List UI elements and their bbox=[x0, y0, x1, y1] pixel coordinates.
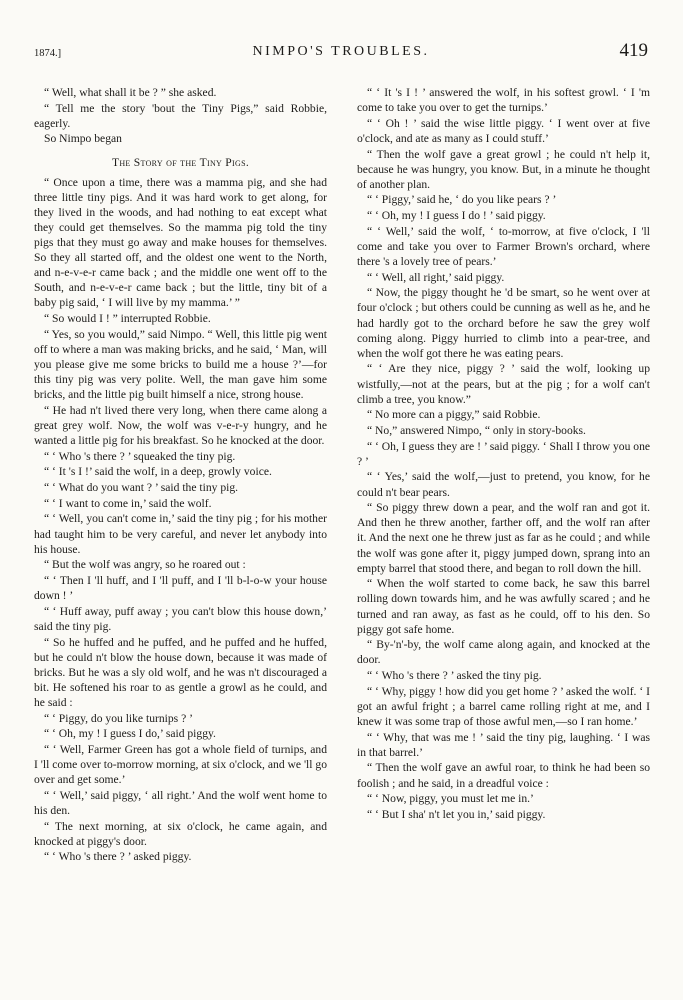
paragraph: “ ‘ Why, that was me ! ’ said the tiny pig, laughing. ‘ I was in that barrel.’ bbox=[357, 730, 650, 759]
left-column bbox=[34, 85, 327, 865]
paragraph: “ So he huffed and he puffed, and he puffed and he huffed, but he could n't blow the house down, because it was made of bricks. But he was a sly old wolf, and he was n't discouraged a bit. He softened his roar to as gentle a growl as he could, and he said : bbox=[34, 635, 327, 709]
paragraph: “ ‘ Yes,’ said the wolf,—just to pretend, you know, for he could n't bear pears. bbox=[357, 470, 650, 499]
running-header bbox=[34, 40, 648, 70]
story-heading: The Story of the Tiny Pigs. bbox=[111, 155, 250, 169]
paragraph: “ ‘ Now, piggy, you must let me in.’ bbox=[367, 792, 534, 806]
paragraph: “ Once upon a time, there was a mamma pig, and she had three little tiny pigs. And it was hard work to get along, for they lived in the woods, and had nothing to eat except what they could get themselves. So the mamma pig told the tiny pigs that they must go away and make houses for themselves. So they all started off, and the oldest one went to the North, and n-e-v-e-r came back ; and the middle one went off to the South, and n-e-v-e-r came back ; but the little, tiny bit of a baby pig said, ‘ I will live by my mamma.’ ” bbox=[34, 175, 327, 310]
paragraph: “ Now, the piggy thought he 'd be smart, so he went over at four o'clock ; but others could be cunning as well as he, and he had hardly got to the orchard before he saw the grey wolf coming along. Piggy hurried to climb into a pear-tree, and when the wolf got there he was eating pears. bbox=[357, 286, 650, 360]
paragraph: “ So piggy threw down a pear, and the wolf ran and got it. And then he threw another, farther off, and the wolf ran after it. And the next one he threw just as far as he could ; and while the wolf was gone after it, piggy jumped down, sprang into an empty barrel that stood there, and began to roll down the hill. bbox=[357, 501, 650, 575]
paragraph: “ Well, what shall it be ? ” she asked. bbox=[44, 86, 217, 99]
paragraph: “ ‘ Well, Farmer Green has got a whole field of turnips, and I 'll come over to-morrow morning, at six o'clock, and we 'll go over and get some.’ bbox=[34, 743, 327, 787]
right-column bbox=[357, 85, 650, 823]
paragraph: “ ‘ Piggy, do you like turnips ? ’ bbox=[44, 711, 193, 725]
header-title: NIMPO'S TROUBLES. bbox=[252, 44, 430, 59]
paragraph: “ ‘ Oh, my ! I guess I do,’ said piggy. bbox=[44, 727, 216, 741]
paragraph: “ ‘ Then I 'll huff, and I 'll puff, and I 'll b-l-o-w your house down ! ’ bbox=[34, 574, 327, 603]
paragraph: “ ‘ Huff away, puff away ; you can't blow this house down,’ said the tiny pig. bbox=[34, 604, 327, 633]
paragraph: “ ‘ Are they nice, piggy ? ’ said the wolf, looking up wistfully,—not at the pears, but at the pig ; for a wolf can't climb a tree, you know.” bbox=[357, 362, 650, 406]
paragraph: “ ‘ Who 's there ? ’ asked the tiny pig. bbox=[367, 669, 542, 683]
paragraph: “ ‘ What do you want ? ’ said the tiny pig. bbox=[44, 481, 239, 495]
paragraph: “ ‘ Piggy,’ said he, ‘ do you like pears ? ’ bbox=[367, 193, 557, 207]
paragraph: “ He had n't lived there very long, when there came along a great grey wolf. Now, the wolf was v-e-r-y hungry, and he wanted a little pig for his breakfast. So he knocked at the door. bbox=[34, 403, 327, 448]
paragraph: “ ‘ Well,’ said piggy, ‘ all right.’ And the wolf went home to his den. bbox=[34, 788, 327, 817]
paragraph: “ The next morning, at six o'clock, he came again, and knocked at piggy's door. bbox=[34, 819, 327, 848]
paragraph: “ Yes, so you would,” said Nimpo. “ Well, this little pig went off to where a man was making bricks, and he said, ‘ Man, will you please give me some bricks to build me a house ?’—for this tiny pig was very polite. Well, the man gave him some bricks, and the little pig built himself a nice, strong house. bbox=[34, 327, 327, 402]
paragraph: “ ‘ It 's I !’ said the wolf, in a deep, growly voice. bbox=[44, 465, 272, 479]
paragraph: “ ‘ Oh, I guess they are ! ’ said piggy. ‘ Shall I throw you one ? ’ bbox=[357, 439, 651, 468]
paragraph: “ ‘ I want to come in,’ said the wolf. bbox=[44, 496, 212, 510]
paragraph: “ ‘ Oh ! ’ said the wise little piggy. ‘ I went over at five o'clock, and ate as many as I could stuff.’ bbox=[357, 116, 650, 145]
paragraph: “ ‘ Oh, my ! I guess I do ! ’ said piggy. bbox=[367, 209, 546, 223]
paragraph: “ By-'n'-by, the wolf came along again, and knocked at the door. bbox=[357, 638, 650, 667]
paragraph: “ So would I ! ” interrupted Robbie. bbox=[44, 312, 211, 326]
paragraph: “ Tell me the story 'bout the Tiny Pigs,” said Robbie, eagerly. bbox=[34, 101, 327, 130]
paragraph: “ No more can a piggy,” said Robbie. bbox=[367, 408, 541, 422]
paragraph: “ Then the wolf gave a great growl ; he could n't help it, because he was hungry, you know. But, in a minute he thought of another plan. bbox=[357, 147, 650, 191]
paragraph: “ ‘ Well, all right,’ said piggy. bbox=[367, 270, 505, 284]
paragraph: “ ‘ But I sha' n't let you in,’ said piggy. bbox=[367, 807, 546, 821]
page-number: 419 bbox=[619, 40, 648, 61]
paragraph: “ ‘ Who 's there ? ’ squeaked the tiny pig. bbox=[44, 449, 236, 463]
paragraph: “ ‘ It 's I ! ’ answered the wolf, in his softest growl. ‘ I 'm come to take you over to get the turnips.’ bbox=[357, 86, 650, 115]
paragraph: “ ‘ Why, piggy ! how did you get home ? ’ asked the wolf. ‘ I got an awful fright ; a barrel came rolling right at me, and I knew it was some trap of those awful men,—so I ran home.’ bbox=[357, 684, 650, 728]
paragraph: “ When the wolf started to come back, he saw this barrel rolling down towards him, and he was awfully scared ; and he turned and ran away, as fast as he could, off to his den. So piggy got safe home. bbox=[357, 577, 650, 636]
header-date: 1874.] bbox=[34, 48, 62, 59]
paragraph: So Nimpo began bbox=[44, 132, 122, 146]
paragraph: “ No,” answered Nimpo, “ only in story-books. bbox=[367, 424, 586, 437]
paragraph: “ But the wolf was angry, so he roared out : bbox=[44, 558, 246, 572]
paragraph: “ ‘ Well,’ said the wolf, ‘ to-morrow, at five o'clock, I 'll come and take you over to Farmer Brown's orchard, where there 's a lovely tree of pears.’ bbox=[357, 224, 650, 268]
paragraph: “ ‘ Who 's there ? ’ asked piggy. bbox=[44, 850, 192, 864]
paragraph: “ Then the wolf gave an awful roar, to think he had been so foolish ; and he said, in a dreadful voice : bbox=[357, 761, 650, 790]
paragraph: “ ‘ Well, you can't come in,’ said the tiny pig ; for his mother had taught him to be very careful, and never let anybody into his house. bbox=[34, 512, 327, 556]
